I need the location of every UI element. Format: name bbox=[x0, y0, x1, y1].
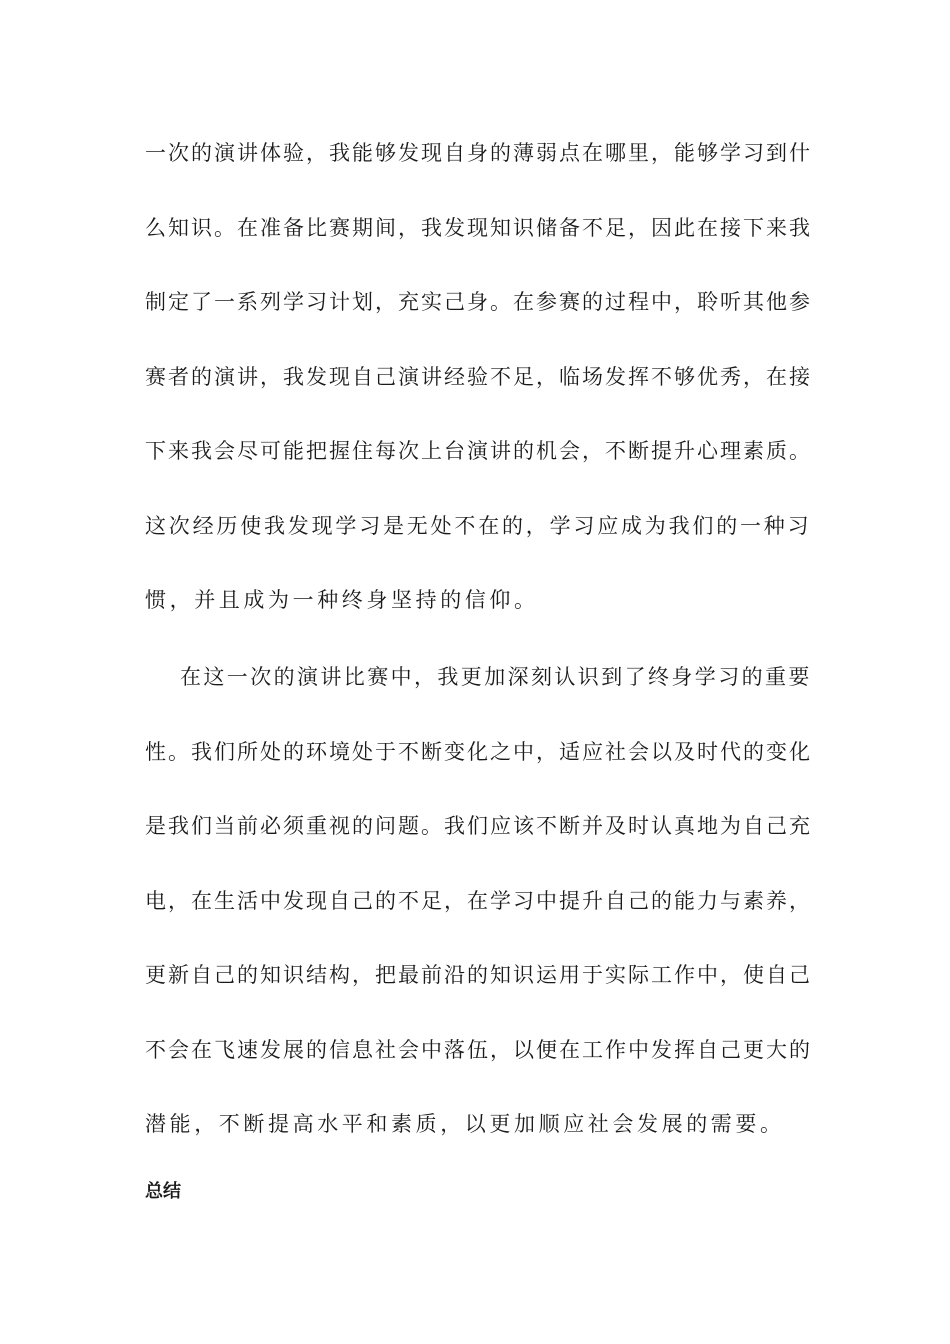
paragraph-2-line-2: 性。我们所处的环境处于不断变化之中，适应社会以及时代的变化 bbox=[145, 740, 812, 764]
section-heading: 总结 bbox=[145, 1181, 181, 1202]
paragraph-1-line-7: 惯，并且成为一种终身坚持的信仰。 bbox=[145, 588, 539, 612]
paragraph-2-line-3: 是我们当前必须重视的问题。我们应该不断并及时认真地为自己充 bbox=[145, 814, 812, 838]
paragraph-1-line-5: 下来我会尽可能把握住每次上台演讲的机会，不断提升心理素质。 bbox=[145, 439, 812, 463]
paragraph-1-line-6: 这次经历使我发现学习是无处不在的，学习应成为我们的一种习 bbox=[145, 514, 812, 538]
paragraph-1-line-3: 制定了一系列学习计划，充实己身。在参赛的过程中，聆听其他参 bbox=[145, 290, 812, 314]
paragraph-1-line-2: 么知识。在准备比赛期间，我发现知识储备不足，因此在接下来我 bbox=[145, 216, 812, 240]
paragraph-2-line-5: 更新自己的知识结构，把最前沿的知识运用于实际工作中，使自己 bbox=[145, 963, 812, 987]
paragraph-2-line-7: 潜能，不断提高水平和素质，以更加顺应社会发展的需要。 bbox=[145, 1112, 785, 1136]
paragraph-1-line-4: 赛者的演讲，我发现自己演讲经验不足，临场发挥不够优秀，在接 bbox=[145, 365, 812, 389]
paragraph-2-line-4: 电，在生活中发现自己的不足，在学习中提升自己的能力与素养， bbox=[145, 889, 812, 913]
paragraph-2-line-6: 不会在飞速发展的信息社会中落伍，以便在工作中发挥自己更大的 bbox=[145, 1038, 812, 1062]
paragraph-2-line-1: 在这一次的演讲比赛中，我更加深刻认识到了终身学习的重要 bbox=[180, 665, 812, 689]
paragraph-1-line-1: 一次的演讲体验，我能够发现自身的薄弱点在哪里，能够学习到什 bbox=[145, 141, 812, 165]
